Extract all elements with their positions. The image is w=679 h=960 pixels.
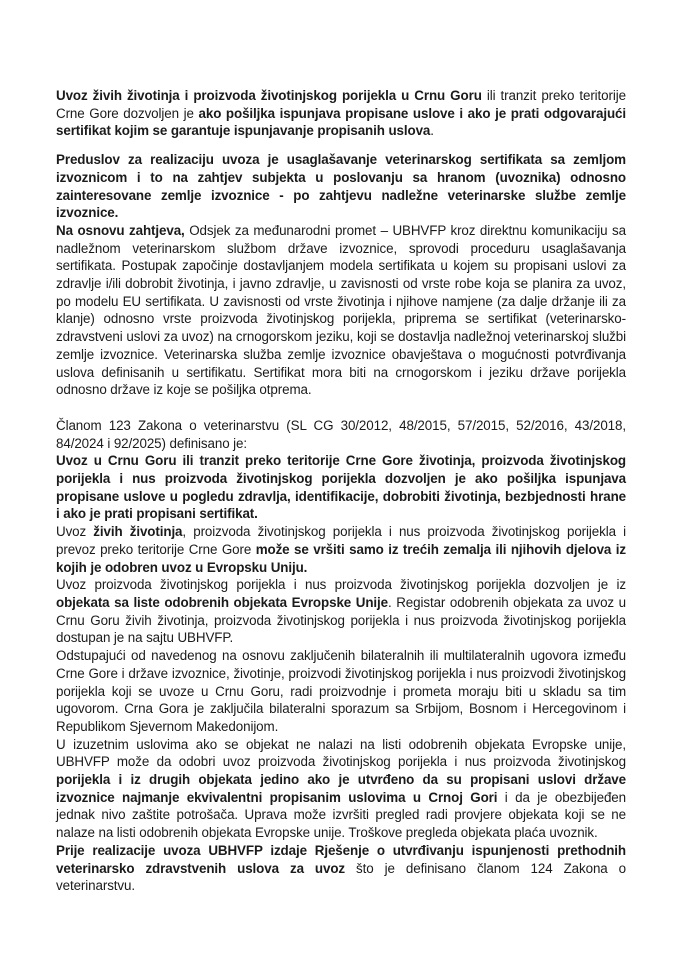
text-run: Na osnovu zahtjeva,	[56, 222, 190, 238]
paragraph-import-conditions	[56, 87, 626, 140]
text-run: Uvoz živih životinja i proizvoda životinjskog porijekla u Crnu Goru	[56, 88, 482, 103]
paragraph-live-animals-rule	[56, 523, 626, 576]
text-run: U izuzetnim uslovima ako se objekat ne nalazi na listi odobrenih objekata Evropske unije, UBHVFP može da odobri uvoz proizvoda životinjskog porijekla i nus proizvoda životinjskog	[56, 736, 626, 770]
paragraph-import-transit-rule	[56, 452, 626, 523]
text-run: Preduslov za realizaciju uvoza je usaglašavanje veterinarskog sertifikata sa zemljom izvoznicom i to na zahtjev subjekta u poslovanju sa hranom (uvoznika) odnosno zainteresovane zemlje izvoznice - po zahtjevu nadležne veterinarske službe zemlje izvoznice.	[56, 152, 626, 221]
paragraph-decision-before-import	[56, 842, 626, 895]
text-run: Uvoz proizvoda životinjskog porijekla i nus proizvoda životinjskog porijekla dozvoljen je iz	[56, 577, 626, 593]
paragraph-request-procedure	[56, 222, 626, 399]
text-run: ako pošiljka ispunjava propisane uslove i ako je prati odgovarajući sertifikat kojim se garantuje ispunjavanje propisanih uslova	[56, 105, 626, 139]
text-run: . Registar odobrenih objekata za uvoz u Crnu Goru živih životinja, proizvoda životinjskog porijekla i nus proizvoda životinjskog porijekla dostupan je na sajtu UBHVFP.	[56, 594, 626, 646]
text-run: objekata sa liste odobrenih objekata Evropske Unije	[56, 594, 388, 610]
text-run: , proizvoda životinjskog porijekla i nus proizvoda životinjskog porijekla i prevoz preko teritorije Crne Gore	[56, 524, 626, 557]
text-run: može se vršiti samo iz trećih zemalja ili njihovih djelova iz kojih je odobren uvoz u Evropsku Uniju.	[56, 541, 626, 575]
text-run: Prije realizacije uvoza UBHVFP izdaje Rješenje o utvrđivanju ispunjenosti prethodnih veterinarsko zdravstvenih uslova za uvoz	[56, 842, 626, 876]
paragraph-law-article-123	[56, 417, 626, 452]
text-run: Članom 123 Zakona o veterinarstvu (SL CG 30/2012, 48/2015, 57/2015, 52/2016, 43/2018, 84/2024 i 92/2025) definisano je:	[56, 417, 626, 451]
text-run: Uvoz u Crnu Goru ili tranzit preko teritorije Crne Gore životinja, proizvoda životinjskog porijekla i nus proizvoda životinjskog porijekla dozvoljen je ako pošiljka ispunjava propisane uslove u pogledu zdravlja, identifikacije, dobrobiti životinja, bezbjednosti hrane i ako je prati propisani sertifikat.	[56, 453, 626, 522]
text-run: živih životinja	[93, 524, 183, 540]
text-run: što je definisano članom 124 Zakona o veterinarstvu.	[56, 860, 627, 894]
text-run: porijekla i iz drugih objekata jedino ako je utvrđeno da su propisani uslovi države izvoznice najmanje ekvivalentni propisanim uslovima u Crnoj Gori	[56, 772, 626, 805]
text-run: ili tranzit preko teritorije Crne Gore dozvoljen je	[56, 88, 626, 121]
paragraph-precondition	[56, 151, 626, 222]
paragraph-bilateral-agreements	[56, 647, 626, 736]
text-run: Uvoz	[56, 524, 94, 540]
paragraph-approved-establishments	[56, 576, 626, 647]
text-run: i da je obezbijeđen jednak nivo zaštite potrošača. Uprava može izvršiti pregled radi provjere objekata koji se ne nalaze na listi odobrenih objekata Evropske unije. Troškove pregleda objekata plaća uvoznik.	[56, 789, 626, 841]
text-run: Odstupajući od navedenog na osnovu zaključenih bilateralnih ili multilateralnih ugovora između Crne Gore i države izvoznice, životinje, proizvodi životinjskog porijekla i nus proizvodi životinjskog porijekla koji se uvoze u Crnu Goru, radi proizvodnje i prometa moraju biti u skladu sa tim ugovorom. Crna Gora je zaključila bilateralni sporazum sa Srbijom, Bosnom i Hercegovinom i Republikom Sjevernom Makedonijom.	[56, 648, 626, 734]
text-run: .	[430, 123, 434, 139]
paragraph-exceptional-conditions	[56, 736, 626, 842]
text-run: Odsjek za međunarodni promet – UBHVFP kroz direktnu komunikaciju sa nadležnom veterinarskom službom države izvoznice, sprovodi proceduru usaglašavanja sertifikata. Postupak započinje dostavljanjem modela sertifikata u kojem su propisani uslovi za zdravlje i/ili dobrobit životinja, i javno zdravlje, u zavisnosti od vrste robe koja se planira za uvoz, po modelu EU sertifikata. U zavisnosti od vrste životinja i njihove namjene (za dalje držanje ili za klanje) odnosno vrste proizvoda životinjskog porijekla, priprema se sertifikat (veterinarsko-zdravstveni uslovi za uvoz) na crnogorskom jeziku, koji se dostavlja nadležnoj veterinarskoj službi zemlje izvoznice. Veterinarska služba zemlje izvoznice obavještava o mogućnosti potvrđivanja uslova definisanih u sertifikatu. Sertifikat mora biti na crnogorskom i jeziku države porijekla odnosno države iz koje se pošiljka otprema.	[56, 222, 626, 398]
